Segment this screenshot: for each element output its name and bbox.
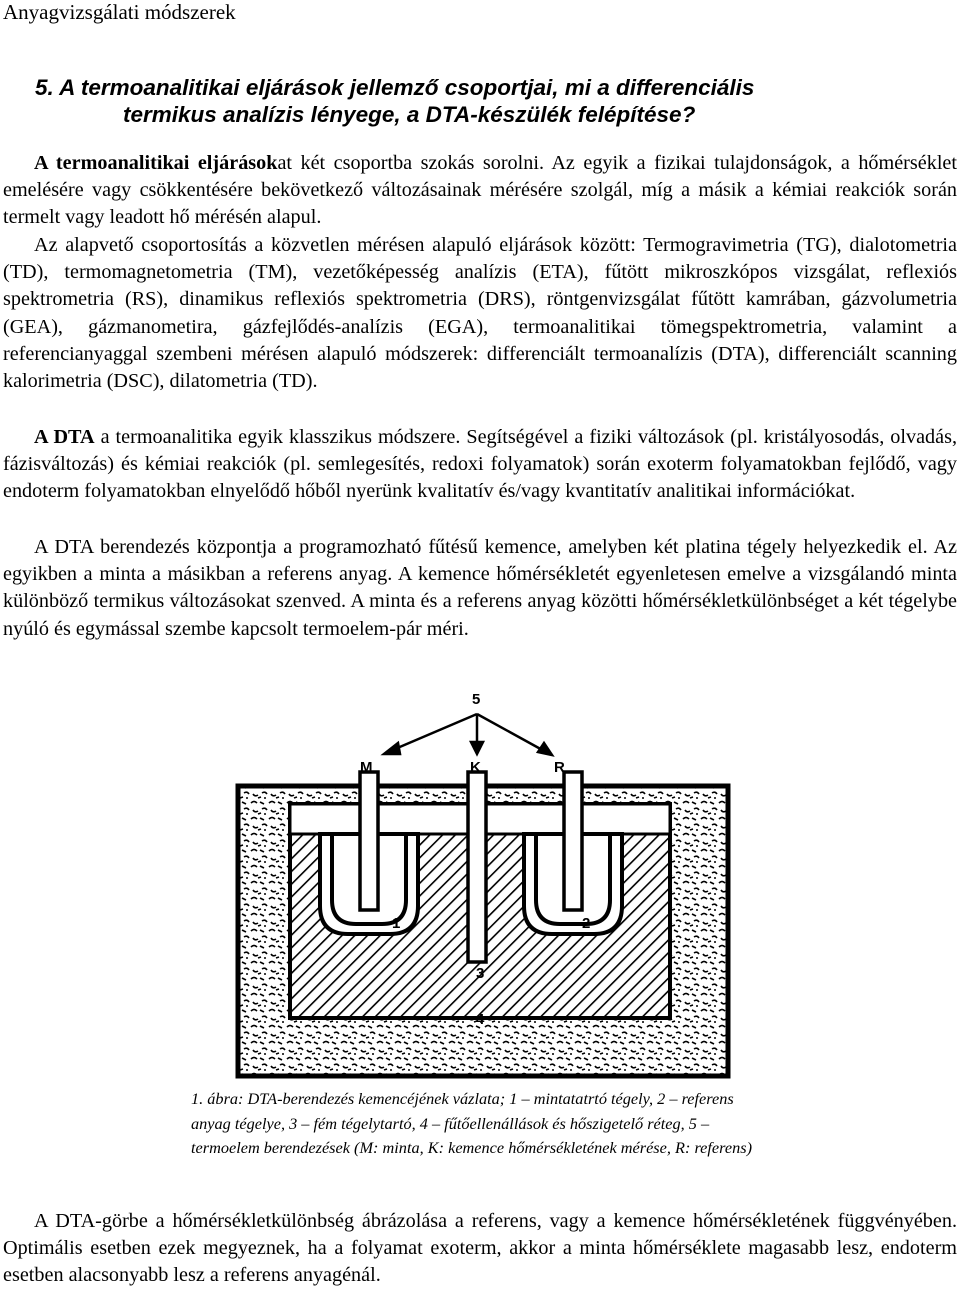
paragraph-groups-text: at két csoportba szokás sorolni. Az egyik a fizikai tulajdonságok, a hőmérséklet emelésére vagy csökkentésére bekövetkező változásainak mérésére szolgál, míg a másik a kémiai reakciók során termelt vagy leadott hő mérésén alapul. [3,152,957,229]
label-r: R [554,759,565,776]
label-2: 2 [582,915,591,932]
section-title [35,74,935,128]
label-5: 5 [472,691,481,708]
paragraph-dta-curve: A DTA-görbe a hőmérsékletkülönbség ábrázolása a referens, vagy a kemence hőmérsékletének függvényében. Optimális esetben ezek megyeznek, ha a folyamat exoterm, akkor a minta hőmérséklete magasabb lesz, endoterm esetben alacsonyabb lesz a referens anyagénál. [3,1210,957,1287]
label-m: M [360,759,373,776]
paragraph-methods: Az alapvető csoportosítás a közvetlen mérésen alapuló eljárások között: Termogravimetria (TG), dialotometria (TD), termomagnetometria (TM), vezetőképesség analízis (ETA), fűtött mikroszkópos vizsgálat, reflexiós spektrometria (RS), dinamikus reflexiós spektrometria (DRS), röntgenvizsgálat fűtött kamrában, gázvolumetria (GEA), gázmanometira, gázfejlődés-analízis (EGA), termoanalitikai tömegspektrometria, valamint a referencianyaggal szembeni mérésen alapuló módszerek: differenciált termoanalízis (DTA), differenciált scanning kalorimetria (DSC), dilatometria (TD). [3,234,957,393]
label-3: 3 [476,965,485,982]
page-header: Anyagvizsgálati módszerek [3,0,236,24]
paragraph-dta-bold: A DTA [34,426,95,448]
thermocouple-arrows [384,714,552,755]
figure-caption: 1. ábra: DTA-berendezés kemencéjének vázlata; 1 – mintatatrtó tégely, 2 – referens anyag tégelye, 3 – fém tégelytartó, 4 – fűtőellenállások és hőszigetelő réteg, 5 – termoelem berendezések (M: minta, K: kemence hőmérsékletének mérése, R: referens) [191,1089,753,1157]
paragraph-dta [3,424,957,506]
label-4: 4 [476,1011,485,1028]
label-k: K [470,759,481,776]
paragraph-groups-bold: A termoanalitikai eljárások [34,152,278,174]
paragraph-apparatus: A DTA berendezés központja a programozható fűtésű kemence, amelyben két platina tégely helyezkedik el. Az egyikben a minta a másikban a referens anyag. A kemence hőmérsékletét egyenletesen emelve a vizsgálandó minta különböző termikus változásokat szenved. A minta és a referens anyag közötti hőmérsékletkülönbséget a két tégelybe nyúló és egymással szembe kapcsolt termoelem-pár méri. [3,536,957,640]
thermocouple-k [468,772,486,962]
title-line-2: termikus analízis lényege, a DTA-készülék felépítése? [123,102,696,127]
thermocouple-m [360,772,378,910]
title-line-1: 5. A termoanalitikai eljárások jellemző csoportjai, mi a differenciális [35,75,755,100]
thermocouple-r [564,772,582,910]
paragraph-dta-text: a termoanalitika egyik klasszikus módszere. Segítségével a fiziki változások (pl. kristályosodás, olvadás, fázisváltozás) és kémiai reakciók (pl. semlegesítés, redoxi folyamatok) során exoterm folyamatokban fejlődő, vagy endoterm folyamatokban elnyelődő hőből nyerünk kvalitatív és/vagy kvantitatív analitikai információkat. [3,426,957,503]
label-1: 1 [392,915,401,932]
paragraph-groups [3,150,957,232]
dta-furnace-figure [232,688,732,1080]
